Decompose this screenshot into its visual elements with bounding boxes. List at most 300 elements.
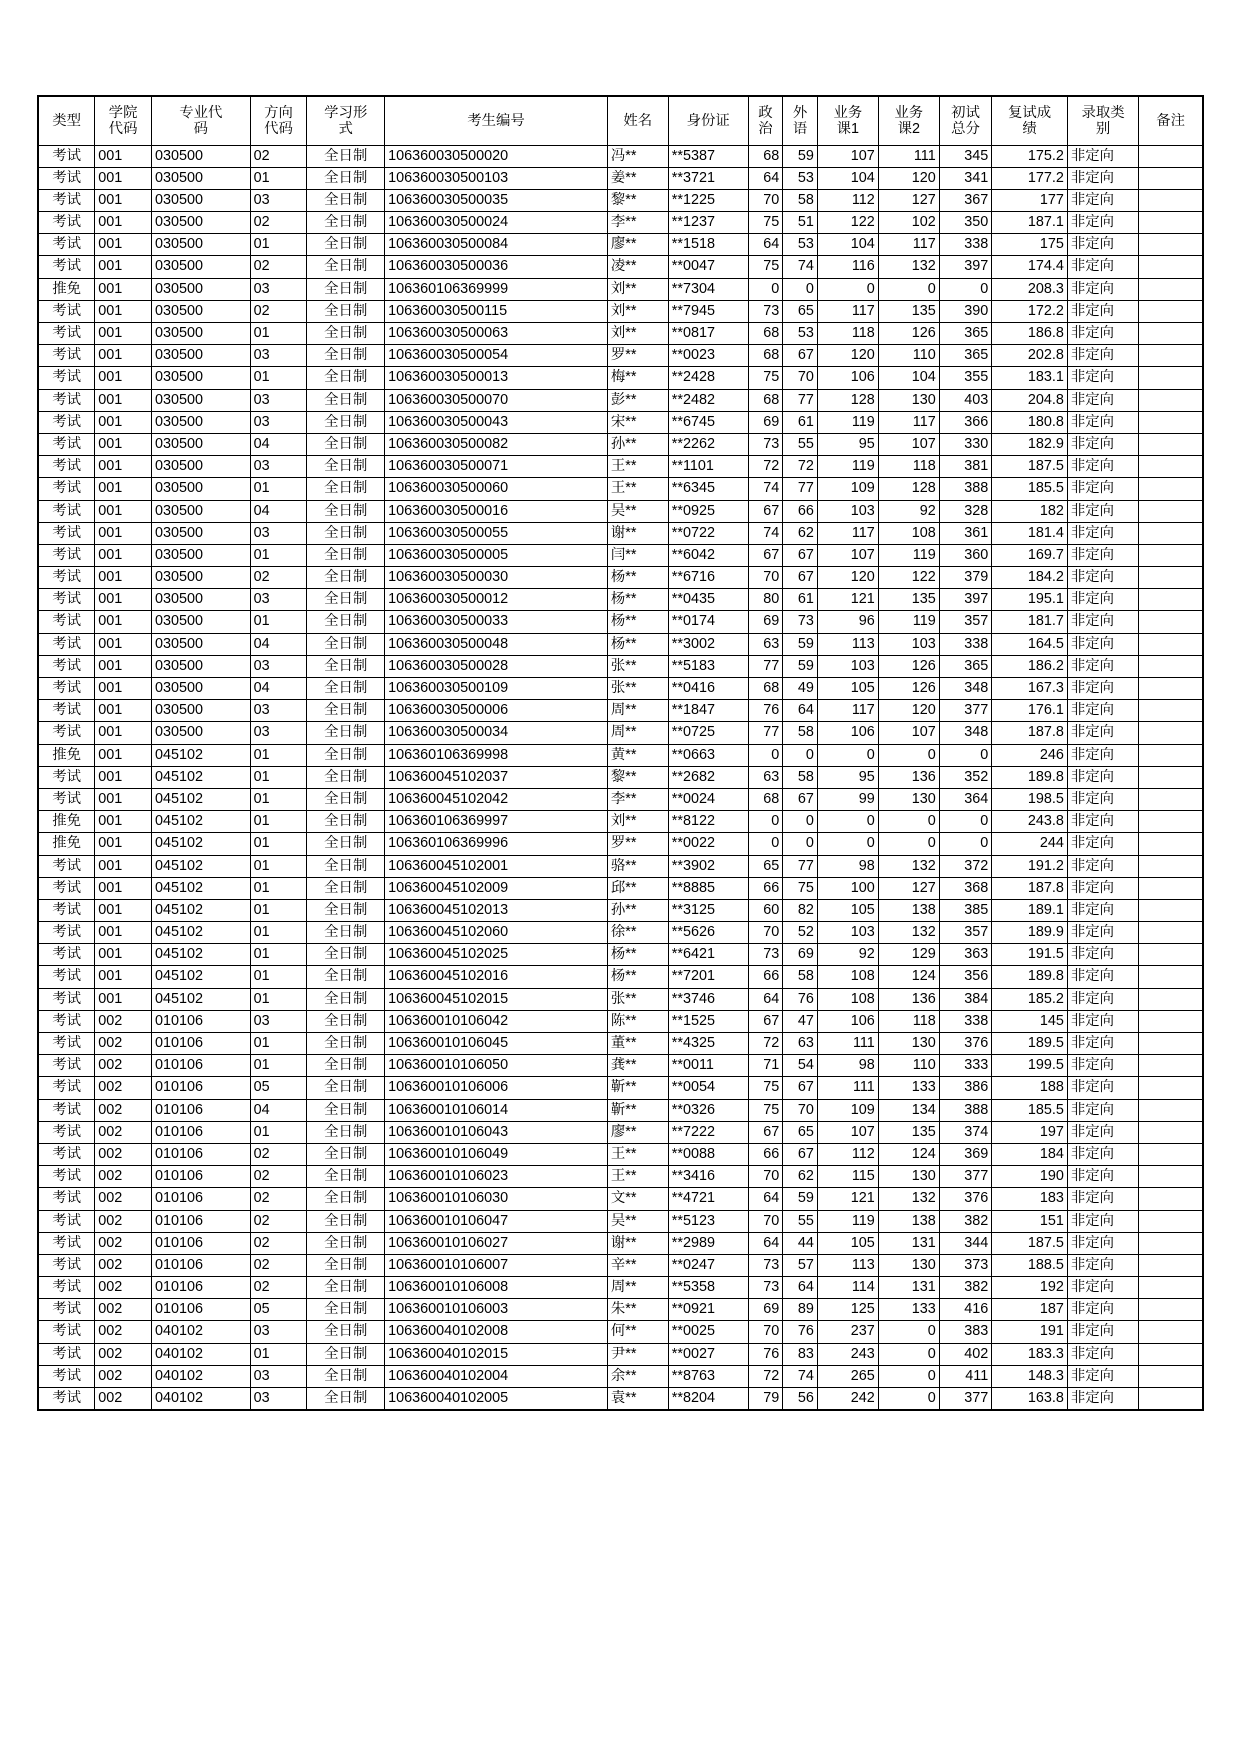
cell-remarks: [1139, 1077, 1203, 1099]
cell-admission-category: 非定向: [1067, 544, 1138, 566]
cell-politics: 71: [748, 1055, 783, 1077]
cell-initial-total: 369: [939, 1143, 992, 1165]
column-header-line: 录取类: [1081, 104, 1125, 121]
table-row: [38, 1077, 1203, 1099]
cell-subject-2: 133: [878, 1299, 939, 1321]
table-row: [38, 411, 1203, 433]
cell-subject-1: 103: [817, 500, 878, 522]
cell-politics: 67: [748, 1010, 783, 1032]
cell-id-card: **7945: [668, 300, 748, 322]
cell-remarks: [1139, 833, 1203, 855]
cell-study-mode: 全日制: [307, 722, 385, 744]
cell-college-code: 001: [95, 300, 152, 322]
cell-study-mode: 全日制: [307, 944, 385, 966]
cell-college-code: 001: [95, 899, 152, 921]
cell-remarks: [1139, 966, 1203, 988]
cell-major-code: 010106: [151, 1277, 250, 1299]
cell-major-code: 045102: [151, 855, 250, 877]
cell-admission-category: 非定向: [1067, 833, 1138, 855]
cell-name: 余**: [607, 1365, 668, 1387]
cell-college-code: 001: [95, 877, 152, 899]
cell-admission-category: 非定向: [1067, 1055, 1138, 1077]
cell-college-code: 001: [95, 345, 152, 367]
cell-direction-code: 02: [250, 145, 307, 167]
cell-direction-code: 03: [250, 522, 307, 544]
table-row: [38, 944, 1203, 966]
cell-retest-score: 148.3: [992, 1365, 1068, 1387]
cell-exam-number: 106360030500005: [385, 544, 608, 566]
table-row: [38, 1166, 1203, 1188]
cell-retest-score: 187.8: [992, 877, 1068, 899]
column-header-line: 别: [1095, 120, 1111, 137]
cell-subject-1: 104: [817, 167, 878, 189]
cell-retest-score: 191.5: [992, 944, 1068, 966]
cell-initial-total: 388: [939, 478, 992, 500]
cell-politics: 68: [748, 788, 783, 810]
cell-admission-category: 非定向: [1067, 988, 1138, 1010]
cell-exam-number: 106360010106027: [385, 1232, 608, 1254]
cell-major-code: 030500: [151, 411, 250, 433]
cell-admission-category: 非定向: [1067, 633, 1138, 655]
cell-initial-total: 373: [939, 1254, 992, 1276]
cell-remarks: [1139, 544, 1203, 566]
table-row: [38, 788, 1203, 810]
cell-exam-number: 106360106369996: [385, 833, 608, 855]
cell-admission-category: 非定向: [1067, 766, 1138, 788]
cell-exam-number: 106360010106007: [385, 1254, 608, 1276]
cell-exam-number: 106360030500055: [385, 522, 608, 544]
cell-study-mode: 全日制: [307, 456, 385, 478]
cell-name: 刘**: [607, 278, 668, 300]
cell-major-code: 010106: [151, 1210, 250, 1232]
cell-type: 考试: [38, 567, 95, 589]
cell-major-code: 010106: [151, 1254, 250, 1276]
table-row: [38, 655, 1203, 677]
cell-admission-category: 非定向: [1067, 744, 1138, 766]
cell-study-mode: 全日制: [307, 256, 385, 278]
cell-type: 考试: [38, 988, 95, 1010]
cell-remarks: [1139, 1277, 1203, 1299]
table-row: [38, 522, 1203, 544]
column-header-line: 备注: [1156, 112, 1186, 129]
column-header-name: [607, 96, 668, 145]
cell-college-code: 002: [95, 1188, 152, 1210]
cell-subject-2: 132: [878, 855, 939, 877]
cell-retest-score: 181.7: [992, 611, 1068, 633]
cell-subject-1: 237: [817, 1321, 878, 1343]
cell-admission-category: 非定向: [1067, 855, 1138, 877]
cell-politics: 64: [748, 167, 783, 189]
cell-direction-code: 01: [250, 877, 307, 899]
cell-exam-number: 106360030500043: [385, 411, 608, 433]
cell-name: 徐**: [607, 922, 668, 944]
column-header-line: 专业代: [179, 104, 223, 121]
cell-id-card: **0416: [668, 678, 748, 700]
cell-name: 彭**: [607, 389, 668, 411]
cell-type: 考试: [38, 1365, 95, 1387]
cell-direction-code: 02: [250, 1277, 307, 1299]
cell-direction-code: 02: [250, 1166, 307, 1188]
column-header-college-code: [95, 96, 152, 145]
cell-major-code: 030500: [151, 700, 250, 722]
cell-study-mode: 全日制: [307, 589, 385, 611]
cell-college-code: 001: [95, 145, 152, 167]
cell-initial-total: 355: [939, 367, 992, 389]
cell-subject-2: 0: [878, 744, 939, 766]
column-header-line: 姓名: [623, 112, 653, 129]
cell-type: 考试: [38, 544, 95, 566]
cell-major-code: 045102: [151, 788, 250, 810]
cell-politics: 72: [748, 1365, 783, 1387]
cell-name: 何**: [607, 1321, 668, 1343]
cell-direction-code: 01: [250, 833, 307, 855]
cell-retest-score: 182.9: [992, 433, 1068, 455]
cell-name: 张**: [607, 655, 668, 677]
cell-initial-total: 363: [939, 944, 992, 966]
cell-study-mode: 全日制: [307, 567, 385, 589]
cell-id-card: **0027: [668, 1343, 748, 1365]
cell-initial-total: 365: [939, 323, 992, 345]
cell-foreign-language: 55: [783, 1210, 818, 1232]
cell-initial-total: 0: [939, 744, 992, 766]
cell-exam-number: 106360030500048: [385, 633, 608, 655]
cell-subject-2: 124: [878, 966, 939, 988]
cell-politics: 74: [748, 478, 783, 500]
cell-direction-code: 01: [250, 788, 307, 810]
cell-politics: 80: [748, 589, 783, 611]
cell-id-card: **1101: [668, 456, 748, 478]
cell-name: 王**: [607, 456, 668, 478]
table-row: [38, 744, 1203, 766]
cell-direction-code: 03: [250, 1321, 307, 1343]
cell-politics: 66: [748, 966, 783, 988]
cell-major-code: 045102: [151, 899, 250, 921]
cell-foreign-language: 75: [783, 877, 818, 899]
cell-direction-code: 03: [250, 411, 307, 433]
cell-politics: 75: [748, 1099, 783, 1121]
cell-foreign-language: 54: [783, 1055, 818, 1077]
cell-retest-score: 145: [992, 1010, 1068, 1032]
cell-major-code: 030500: [151, 167, 250, 189]
cell-direction-code: 03: [250, 278, 307, 300]
table-row: [38, 189, 1203, 211]
cell-name: 张**: [607, 988, 668, 1010]
cell-college-code: 001: [95, 234, 152, 256]
cell-study-mode: 全日制: [307, 922, 385, 944]
table-row: [38, 278, 1203, 300]
column-header-line: 绩: [1022, 120, 1037, 137]
cell-initial-total: 376: [939, 1188, 992, 1210]
column-header-line: 业务: [894, 104, 924, 121]
cell-retest-score: 202.8: [992, 345, 1068, 367]
cell-foreign-language: 67: [783, 1143, 818, 1165]
cell-exam-number: 106360030500024: [385, 212, 608, 234]
cell-retest-score: 187.1: [992, 212, 1068, 234]
cell-name: 李**: [607, 788, 668, 810]
cell-subject-1: 128: [817, 389, 878, 411]
cell-foreign-language: 74: [783, 256, 818, 278]
cell-direction-code: 03: [250, 1388, 307, 1410]
table-row: [38, 1299, 1203, 1321]
table-row: [38, 1277, 1203, 1299]
cell-admission-category: 非定向: [1067, 1388, 1138, 1410]
cell-remarks: [1139, 345, 1203, 367]
cell-foreign-language: 82: [783, 899, 818, 921]
cell-college-code: 002: [95, 1232, 152, 1254]
cell-foreign-language: 59: [783, 1188, 818, 1210]
cell-initial-total: 381: [939, 456, 992, 478]
cell-subject-2: 120: [878, 167, 939, 189]
cell-direction-code: 04: [250, 500, 307, 522]
cell-major-code: 010106: [151, 1010, 250, 1032]
cell-remarks: [1139, 189, 1203, 211]
cell-subject-1: 0: [817, 744, 878, 766]
cell-type: 考试: [38, 1343, 95, 1365]
cell-major-code: 030500: [151, 522, 250, 544]
cell-study-mode: 全日制: [307, 966, 385, 988]
cell-name: 孙**: [607, 433, 668, 455]
cell-name: 谢**: [607, 522, 668, 544]
cell-remarks: [1139, 611, 1203, 633]
cell-remarks: [1139, 700, 1203, 722]
cell-name: 杨**: [607, 567, 668, 589]
cell-admission-category: 非定向: [1067, 1077, 1138, 1099]
table-row: [38, 478, 1203, 500]
cell-subject-1: 117: [817, 522, 878, 544]
cell-major-code: 030500: [151, 678, 250, 700]
cell-id-card: **5183: [668, 655, 748, 677]
cell-admission-category: 非定向: [1067, 1277, 1138, 1299]
cell-retest-score: 183.3: [992, 1343, 1068, 1365]
cell-college-code: 001: [95, 500, 152, 522]
cell-exam-number: 106360030500115: [385, 300, 608, 322]
table-row: [38, 1365, 1203, 1387]
cell-subject-1: 111: [817, 1077, 878, 1099]
cell-subject-2: 129: [878, 944, 939, 966]
cell-id-card: **2989: [668, 1232, 748, 1254]
column-header-politics: [748, 96, 783, 145]
cell-name: 靳**: [607, 1077, 668, 1099]
cell-id-card: **0054: [668, 1077, 748, 1099]
table-row: [38, 145, 1203, 167]
cell-initial-total: 345: [939, 145, 992, 167]
cell-study-mode: 全日制: [307, 1388, 385, 1410]
cell-id-card: **5387: [668, 145, 748, 167]
column-header-admission-category: [1067, 96, 1138, 145]
cell-exam-number: 106360030500071: [385, 456, 608, 478]
cell-type: 考试: [38, 1388, 95, 1410]
cell-name: 周**: [607, 700, 668, 722]
cell-politics: 70: [748, 1166, 783, 1188]
cell-type: 考试: [38, 367, 95, 389]
cell-initial-total: 367: [939, 189, 992, 211]
cell-major-code: 045102: [151, 744, 250, 766]
cell-id-card: **0088: [668, 1143, 748, 1165]
cell-type: 考试: [38, 478, 95, 500]
cell-id-card: **8763: [668, 1365, 748, 1387]
cell-foreign-language: 77: [783, 478, 818, 500]
cell-study-mode: 全日制: [307, 367, 385, 389]
cell-study-mode: 全日制: [307, 1188, 385, 1210]
cell-remarks: [1139, 478, 1203, 500]
cell-major-code: 030500: [151, 500, 250, 522]
cell-admission-category: 非定向: [1067, 189, 1138, 211]
cell-retest-score: 177.2: [992, 167, 1068, 189]
cell-subject-2: 138: [878, 1210, 939, 1232]
table-row: [38, 700, 1203, 722]
cell-politics: 73: [748, 1277, 783, 1299]
cell-remarks: [1139, 389, 1203, 411]
cell-admission-category: 非定向: [1067, 278, 1138, 300]
cell-name: 孙**: [607, 899, 668, 921]
cell-remarks: [1139, 1099, 1203, 1121]
cell-politics: 76: [748, 700, 783, 722]
cell-retest-score: 189.1: [992, 899, 1068, 921]
cell-foreign-language: 58: [783, 189, 818, 211]
cell-subject-1: 113: [817, 1254, 878, 1276]
table-row: [38, 966, 1203, 988]
table-row: [38, 389, 1203, 411]
cell-initial-total: 333: [939, 1055, 992, 1077]
cell-subject-2: 132: [878, 256, 939, 278]
cell-subject-1: 121: [817, 589, 878, 611]
cell-initial-total: 416: [939, 1299, 992, 1321]
table-row: [38, 500, 1203, 522]
cell-subject-1: 116: [817, 256, 878, 278]
cell-direction-code: 01: [250, 966, 307, 988]
cell-politics: 67: [748, 500, 783, 522]
cell-name: 黎**: [607, 189, 668, 211]
column-header-line: 初试: [951, 104, 980, 121]
cell-exam-number: 106360010106014: [385, 1099, 608, 1121]
column-header-remarks: [1139, 96, 1203, 145]
cell-remarks: [1139, 1010, 1203, 1032]
cell-initial-total: 366: [939, 411, 992, 433]
cell-major-code: 010106: [151, 1188, 250, 1210]
cell-college-code: 001: [95, 811, 152, 833]
cell-initial-total: 386: [939, 1077, 992, 1099]
cell-remarks: [1139, 1188, 1203, 1210]
cell-retest-score: 199.5: [992, 1055, 1068, 1077]
cell-retest-score: 176.1: [992, 700, 1068, 722]
cell-direction-code: 02: [250, 567, 307, 589]
cell-retest-score: 192: [992, 1277, 1068, 1299]
cell-remarks: [1139, 1143, 1203, 1165]
cell-retest-score: 187.5: [992, 1232, 1068, 1254]
cell-id-card: **3002: [668, 633, 748, 655]
cell-politics: 73: [748, 944, 783, 966]
cell-remarks: [1139, 1232, 1203, 1254]
cell-study-mode: 全日制: [307, 411, 385, 433]
cell-college-code: 002: [95, 1321, 152, 1343]
cell-exam-number: 106360040102015: [385, 1343, 608, 1365]
cell-name: 闫**: [607, 544, 668, 566]
cell-foreign-language: 83: [783, 1343, 818, 1365]
cell-type: 考试: [38, 234, 95, 256]
cell-retest-score: 189.8: [992, 766, 1068, 788]
column-header-line: 码: [193, 120, 208, 137]
cell-retest-score: 167.3: [992, 678, 1068, 700]
cell-id-card: **0722: [668, 522, 748, 544]
cell-initial-total: 368: [939, 877, 992, 899]
cell-admission-category: 非定向: [1067, 811, 1138, 833]
cell-foreign-language: 74: [783, 1365, 818, 1387]
cell-subject-2: 131: [878, 1277, 939, 1299]
cell-id-card: **5123: [668, 1210, 748, 1232]
cell-study-mode: 全日制: [307, 1077, 385, 1099]
cell-college-code: 001: [95, 323, 152, 345]
cell-subject-2: 138: [878, 899, 939, 921]
cell-initial-total: 384: [939, 988, 992, 1010]
cell-initial-total: 352: [939, 766, 992, 788]
cell-subject-1: 119: [817, 456, 878, 478]
cell-initial-total: 403: [939, 389, 992, 411]
cell-major-code: 045102: [151, 944, 250, 966]
cell-remarks: [1139, 678, 1203, 700]
cell-politics: 70: [748, 1321, 783, 1343]
cell-name: 朱**: [607, 1299, 668, 1321]
cell-college-code: 002: [95, 1343, 152, 1365]
cell-remarks: [1139, 456, 1203, 478]
cell-subject-1: 92: [817, 944, 878, 966]
cell-direction-code: 02: [250, 1210, 307, 1232]
cell-major-code: 030500: [151, 544, 250, 566]
cell-foreign-language: 49: [783, 678, 818, 700]
table-row: [38, 1388, 1203, 1410]
cell-name: 刘**: [607, 811, 668, 833]
cell-subject-1: 99: [817, 788, 878, 810]
cell-name: 罗**: [607, 345, 668, 367]
cell-politics: 0: [748, 811, 783, 833]
cell-name: 梅**: [607, 367, 668, 389]
cell-subject-1: 98: [817, 855, 878, 877]
cell-retest-score: 189.8: [992, 966, 1068, 988]
cell-admission-category: 非定向: [1067, 367, 1138, 389]
cell-subject-2: 134: [878, 1099, 939, 1121]
cell-remarks: [1139, 1299, 1203, 1321]
table-row: [38, 234, 1203, 256]
cell-initial-total: 338: [939, 1010, 992, 1032]
cell-major-code: 010106: [151, 1299, 250, 1321]
cell-politics: 63: [748, 766, 783, 788]
column-header-line: 类型: [52, 112, 81, 129]
column-header-study-mode: [307, 96, 385, 145]
cell-type: 考试: [38, 1077, 95, 1099]
cell-subject-2: 132: [878, 922, 939, 944]
cell-study-mode: 全日制: [307, 1010, 385, 1032]
cell-politics: 64: [748, 234, 783, 256]
table-row: [38, 833, 1203, 855]
cell-foreign-language: 58: [783, 722, 818, 744]
cell-remarks: [1139, 1254, 1203, 1276]
table-row: [38, 1210, 1203, 1232]
cell-id-card: **0817: [668, 323, 748, 345]
column-header-type: [38, 96, 95, 145]
cell-type: 考试: [38, 300, 95, 322]
cell-initial-total: 374: [939, 1121, 992, 1143]
cell-college-code: 001: [95, 678, 152, 700]
cell-major-code: 030500: [151, 456, 250, 478]
cell-subject-1: 104: [817, 234, 878, 256]
cell-subject-1: 103: [817, 922, 878, 944]
cell-remarks: [1139, 1055, 1203, 1077]
cell-direction-code: 04: [250, 678, 307, 700]
table-body: [38, 145, 1203, 1410]
cell-id-card: **0435: [668, 589, 748, 611]
cell-study-mode: 全日制: [307, 611, 385, 633]
cell-study-mode: 全日制: [307, 700, 385, 722]
cell-foreign-language: 89: [783, 1299, 818, 1321]
